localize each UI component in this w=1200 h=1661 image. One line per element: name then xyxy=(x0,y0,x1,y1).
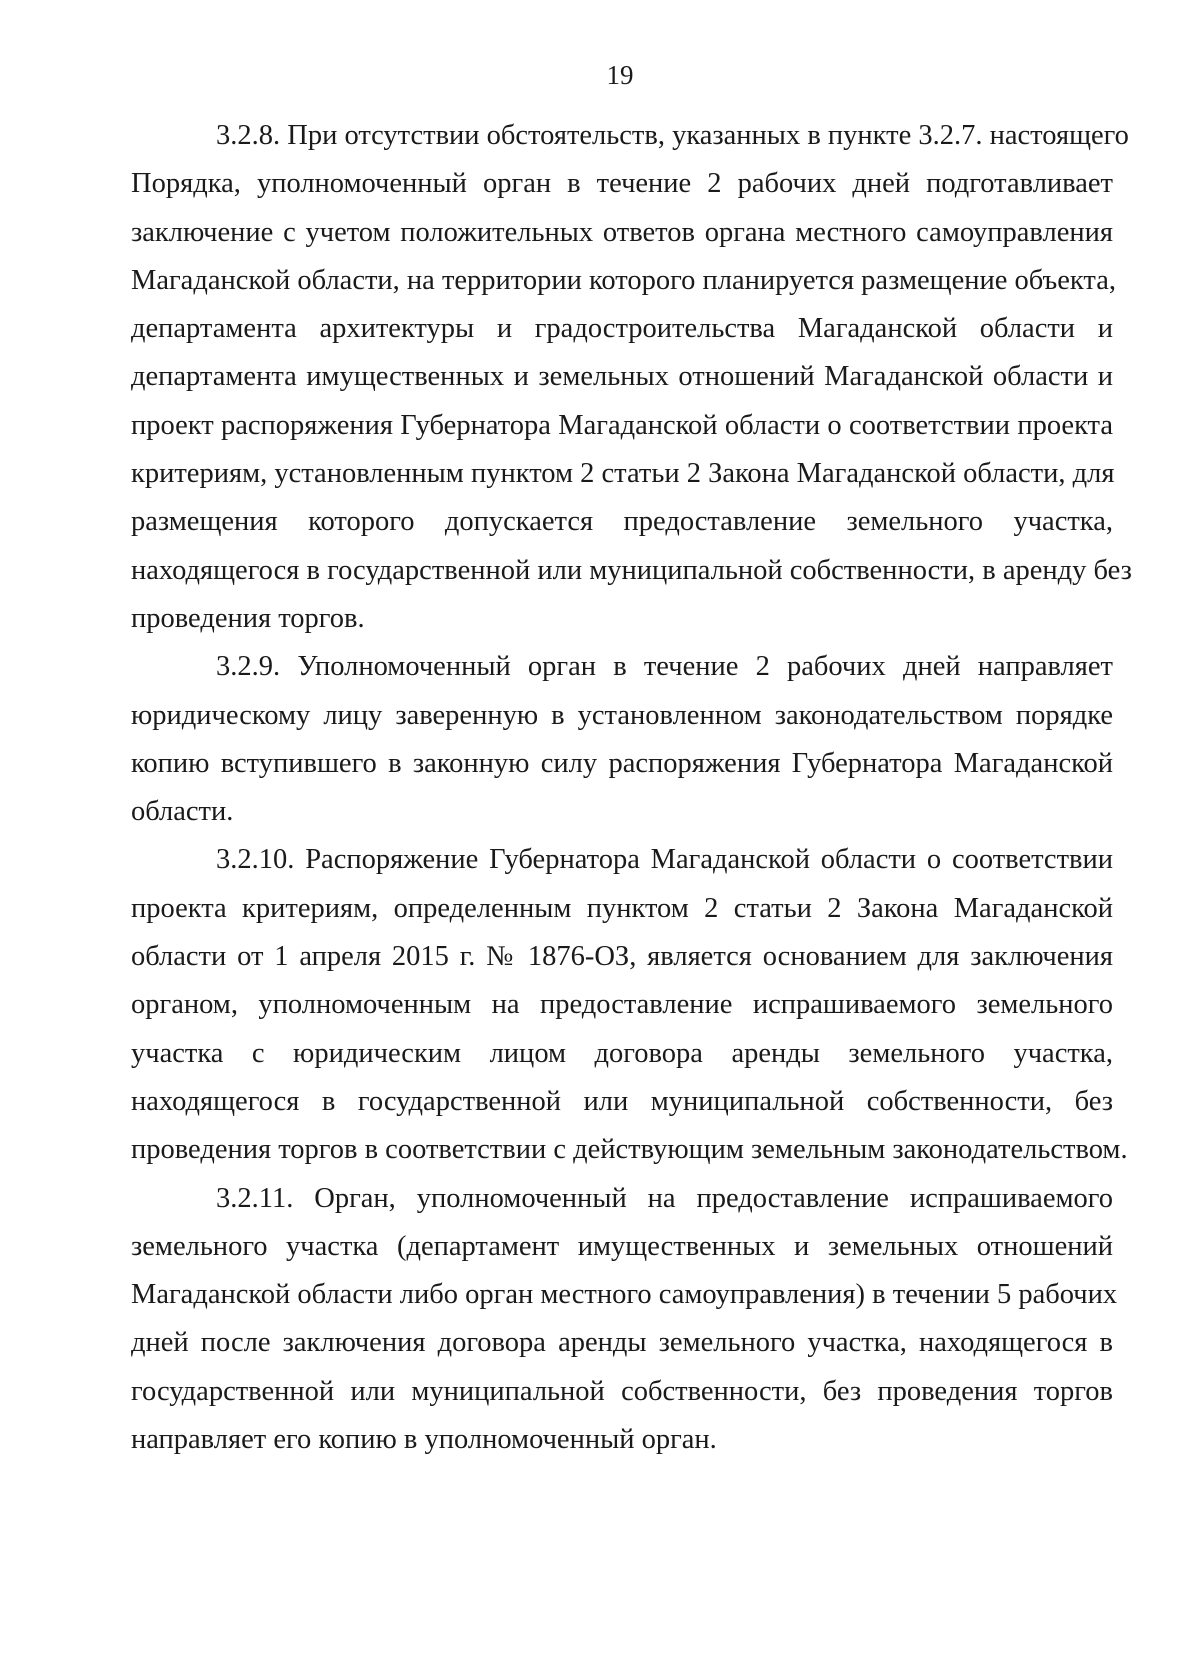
text-line: проведения торгов. xyxy=(131,602,365,634)
text-line: Магаданской области, на территории которого планируется размещение объекта, xyxy=(131,264,1116,296)
text-line: направляет его копию в уполномоченный орган. xyxy=(131,1424,717,1456)
document-body xyxy=(131,112,1132,1464)
text-line: Порядка, уполномоченный орган в течение 2 рабочих дней подготавливает xyxy=(131,168,1113,200)
text-line: юридическому лицу заверенную в установленном законодательством порядке xyxy=(131,699,1113,731)
text-line: органом, уполномоченным на предоставление испрашиваемого земельного xyxy=(131,989,1113,1021)
page-number: 19 xyxy=(606,60,634,90)
paragraph-3-2-11 xyxy=(131,1175,1118,1465)
text-line: 3.2.9. Уполномоченный орган в течение 2 рабочих дней направляет xyxy=(216,651,1113,683)
paragraph-3-2-10 xyxy=(131,836,1128,1174)
text-line: участка с юридическим лицом договора аренды земельного участка, xyxy=(131,1037,1113,1069)
text-line: 3.2.10. Распоряжение Губернатора Магаданской области о соответствии xyxy=(216,844,1113,876)
text-line: земельного участка (департамент имущественных и земельных отношений xyxy=(131,1230,1113,1262)
text-line: области от 1 апреля 2015 г. № 1876-ОЗ, является основанием для заключения xyxy=(131,941,1113,973)
text-line: проекта критериям, определенным пунктом 2 статьи 2 Закона Магаданской xyxy=(131,892,1113,924)
text-line: находящегося в государственной или муниципальной собственности, в аренду без xyxy=(131,554,1132,586)
text-line: заключение с учетом положительных ответов органа местного самоуправления xyxy=(131,216,1113,248)
text-line: проект распоряжения Губернатора Магаданской области о соответствии проекта xyxy=(131,409,1113,441)
text-line: государственной или муниципальной собственности, без проведения торгов xyxy=(131,1375,1113,1407)
text-line: критериям, установленным пунктом 2 статьи 2 Закона Магаданской области, для xyxy=(131,458,1115,490)
text-line: 3.2.11. Орган, уполномоченный на предоставление испрашиваемого xyxy=(216,1182,1113,1214)
text-line: дней после заключения договора аренды земельного участка, находящегося в xyxy=(131,1327,1113,1359)
text-line: размещения которого допускается предоставление земельного участка, xyxy=(131,506,1113,538)
paragraph-3-2-8 xyxy=(131,112,1132,643)
text-line: департамента архитектуры и градостроительства Магаданской области и xyxy=(131,313,1113,345)
text-line: копию вступившего в законную силу распоряжения Губернатора Магаданской xyxy=(131,747,1113,779)
text-line: находящегося в государственной или муниципальной собственности, без xyxy=(131,1085,1113,1117)
text-line: департамента имущественных и земельных отношений Магаданской области и xyxy=(131,361,1113,393)
text-line: области. xyxy=(131,796,234,828)
paragraph-3-2-9 xyxy=(131,643,1113,836)
text-line: проведения торгов в соответствии с действующим земельным законодательством. xyxy=(131,1134,1128,1166)
text-line: Магаданской области либо орган местного самоуправления) в течении 5 рабочих xyxy=(131,1279,1118,1311)
text-line: 3.2.8. При отсутствии обстоятельств, указанных в пункте 3.2.7. настоящего xyxy=(216,120,1129,151)
